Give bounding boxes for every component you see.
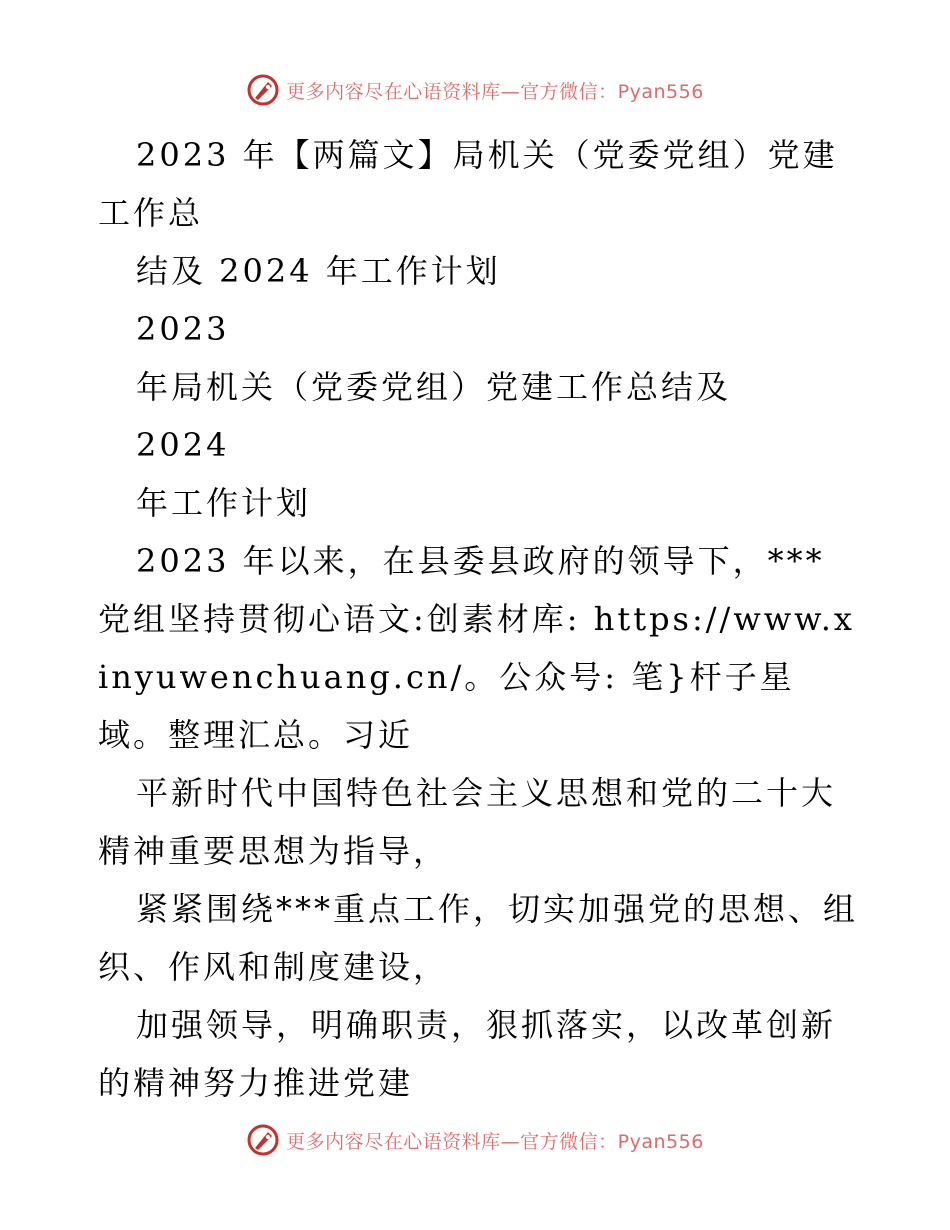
paragraph: 2023 年【两篇文】局机关（党委党组）党建工作总	[98, 136, 838, 232]
watermark-text: 更多内容尽在心语资料库—官方微信：Pyan556	[286, 80, 704, 103]
paragraph: 结及 2024 年工作计划	[136, 252, 501, 290]
paragraph: 加强领导，明确职责，狠抓落实，以改革创新的精神努力推进党建	[98, 1006, 837, 1102]
paragraph: 2023	[136, 310, 230, 348]
header-watermark-banner	[0, 70, 950, 110]
footer-watermark-banner	[0, 1120, 950, 1160]
paragraph: 紧紧围绕***重点工作，切实加强党的思想、组织、作风和制度建设，	[98, 890, 859, 986]
paragraph: 平新时代中国特色社会主义思想和党的二十大精神重要思想为指导，	[98, 774, 837, 870]
pen-nib-logo-icon	[246, 73, 280, 107]
watermark-text: 更多内容尽在心语资料库—官方微信：Pyan556	[286, 1130, 704, 1153]
paragraph: 2023 年以来，在县委县政府的领导下，***党组坚持贯彻心语文:创素材库: https://www.xinyuwenchuang.cn/。公众号: 笔}杆子星域。整理汇总。习近	[98, 542, 855, 754]
paragraph: 年工作计划	[136, 484, 312, 522]
pen-nib-logo-icon	[246, 1123, 280, 1157]
paragraph: 年局机关（党委党组）党建工作总结及	[136, 368, 732, 406]
paragraph: 2024	[136, 426, 230, 464]
document-body	[98, 126, 858, 1112]
